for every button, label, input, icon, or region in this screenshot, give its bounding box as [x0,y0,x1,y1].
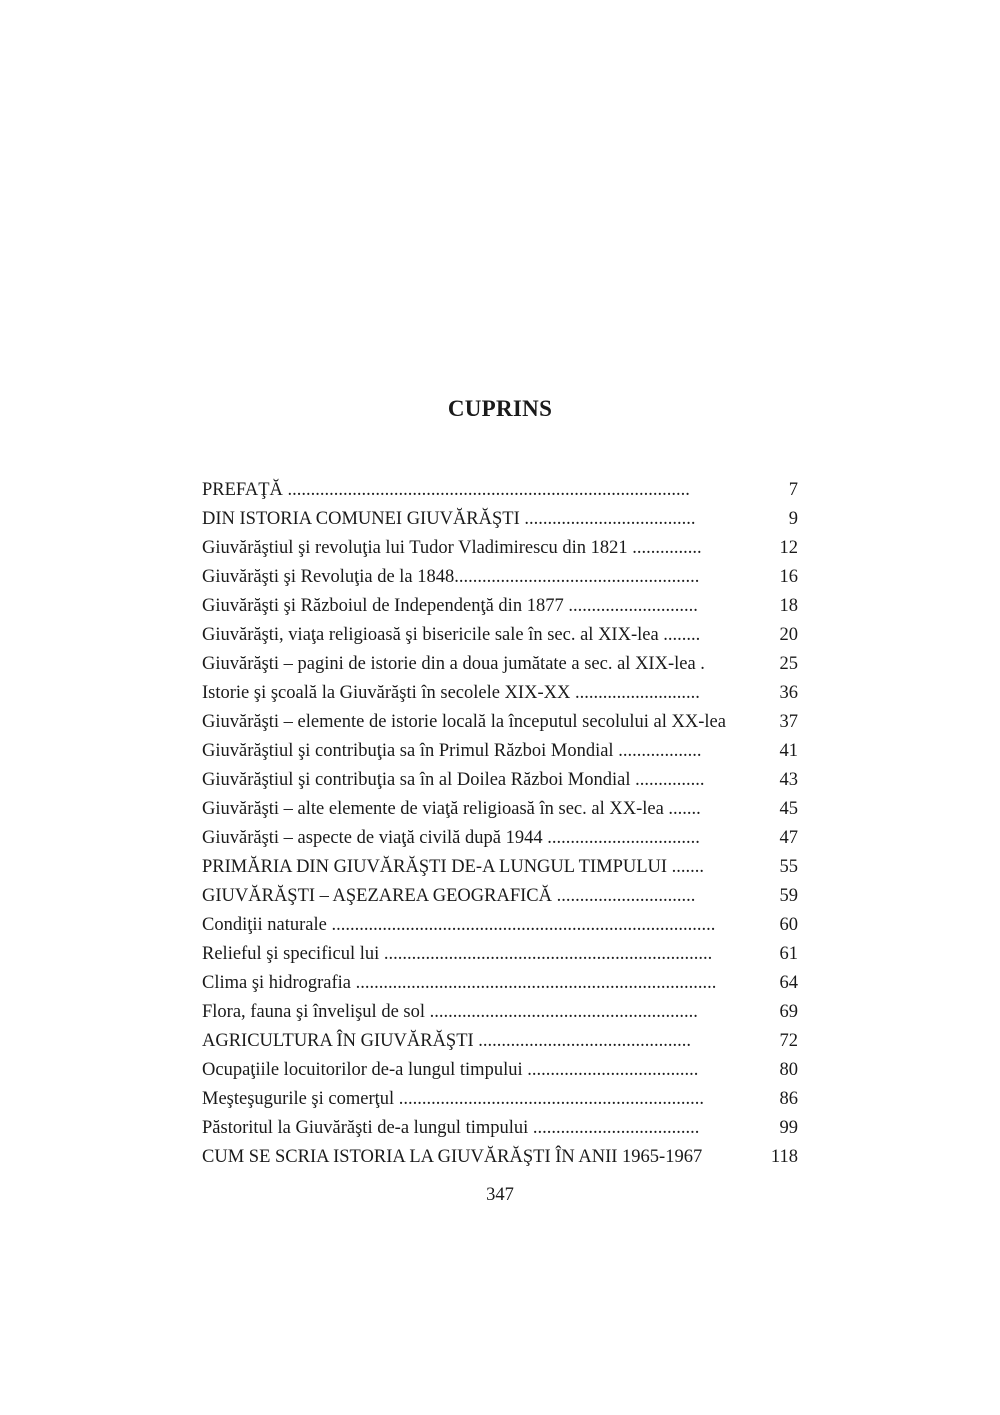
toc-entry [202,1085,798,1114]
toc-entry-page: 99 [779,1118,798,1138]
toc-entry-page: 60 [779,915,798,935]
toc-entry [202,534,798,563]
toc-entry [202,505,798,534]
toc-entry-page: 25 [779,654,798,674]
toc-entry [202,563,798,592]
toc-entry-title: Flora, fauna şi învelişul de sol .......................................................... [202,1002,698,1022]
toc-entry-page: 118 [770,1147,798,1167]
toc-entry-page: 64 [779,973,798,993]
toc-entry-page: 18 [779,596,798,616]
toc-entry-title: Meşteşugurile şi comerţul .................................................................. [202,1089,705,1109]
toc-entry-page: 16 [779,567,798,587]
toc-entry-page: 7 [788,480,798,500]
toc-entry [202,592,798,621]
toc-entry-title: AGRICULTURA ÎN GIUVĂRĂŞTI .............................................. [202,1031,692,1051]
toc-entry [202,882,798,911]
toc-entry [202,679,798,708]
toc-entry-title: Giuvărăşti – alte elemente de viaţă religioasă în sec. al XX-lea ....... [202,799,701,819]
toc-entry-title: Clima şi hidrografia .............................................................................. [202,973,717,993]
toc-entry-title: Relieful şi specificul lui ....................................................................... [202,944,713,964]
toc-entry-page: 55 [779,857,798,877]
toc-entry-title: DIN ISTORIA COMUNEI GIUVĂRĂŞTI ..................................... [202,509,696,529]
toc-entry [202,1056,798,1085]
toc-entry-title: PRIMĂRIA DIN GIUVĂRĂŞTI DE-A LUNGUL TIMPULUI ....... [202,857,705,877]
toc-entry-title: Istorie şi şcoală la Giuvărăşti în secolele XIX-XX ........................... [202,683,700,703]
toc-entry [202,911,798,940]
toc-entry [202,824,798,853]
toc-entry [202,621,798,650]
toc-entry-title: Giuvărăşti şi Războiul de Independenţă din 1877 ............................ [202,596,698,616]
toc-entry [202,853,798,882]
toc-entry-page: 45 [779,799,798,819]
page-title: CUPRINS [447,396,553,421]
toc-entry [202,1143,798,1172]
toc-entry [202,940,798,969]
toc-entry [202,998,798,1027]
toc-entry-page: 36 [779,683,798,703]
toc-entry [202,795,798,824]
toc-entry [202,650,798,679]
toc-entry-page: 37 [779,712,798,732]
toc-entry-title: CUM SE SCRIA ISTORIA LA GIUVĂRĂŞTI ÎN ANII 1965-1967 [202,1147,703,1167]
toc-entry-page: 69 [779,1002,798,1022]
toc-entry-page: 80 [779,1060,798,1080]
page-number: 347 [486,1185,514,1205]
toc-entry-title: Giuvărăştiul şi contribuţia sa în Primul Război Mondial .................. [202,741,702,761]
toc-entry [202,708,798,737]
toc-entry [202,476,798,505]
toc-entry-page: 20 [779,625,798,645]
toc-entry-page: 86 [779,1089,798,1109]
toc-entry-page: 12 [779,538,798,558]
toc-entry-page: 41 [779,741,798,761]
toc-entry-title: Giuvărăştiul şi revoluţia lui Tudor Vladimirescu din 1821 ............... [202,538,702,558]
toc-entry [202,1114,798,1143]
toc-entry-title: Giuvărăşti – aspecte de viaţă civilă după 1944 ................................. [202,828,700,848]
toc-entry-title: PREFAŢĂ ....................................................................................... [202,480,690,500]
toc-entry-page: 9 [788,509,798,529]
table-of-contents [202,476,798,1172]
toc-entry [202,766,798,795]
toc-entry-title: Giuvărăşti – elemente de istorie locală la începutul secolului al XX-lea [202,712,726,732]
toc-entry [202,737,798,766]
toc-entry-title: Giuvărăşti, viaţa religioasă şi bisericile sale în sec. al XIX-lea ........ [202,625,701,645]
toc-entry-title: Condiţii naturale ................................................................................... [202,915,716,935]
toc-entry-title: GIUVĂRĂŞTI – AŞEZAREA GEOGRAFICĂ .............................. [202,886,696,906]
toc-entry-page: 43 [779,770,798,790]
toc-entry-title: Giuvărăştiul şi contribuţia sa în al Doilea Război Mondial ............... [202,770,705,790]
toc-entry-page: 47 [779,828,798,848]
toc-entry-title: Ocupaţiile locuitorilor de-a lungul timpului ..................................... [202,1060,699,1080]
toc-entry-title: Giuvărăşti – pagini de istorie din a doua jumătate a sec. al XIX-lea . [202,654,705,674]
toc-entry-title: Giuvărăşti şi Revoluţia de la 1848..................................................... [202,567,700,587]
toc-entry-title: Păstoritul la Giuvărăşti de-a lungul timpului .................................... [202,1118,700,1138]
toc-entry [202,1027,798,1056]
toc-entry-page: 72 [779,1031,798,1051]
toc-entry-page: 59 [779,886,798,906]
toc-entry [202,969,798,998]
toc-entry-page: 61 [779,944,798,964]
